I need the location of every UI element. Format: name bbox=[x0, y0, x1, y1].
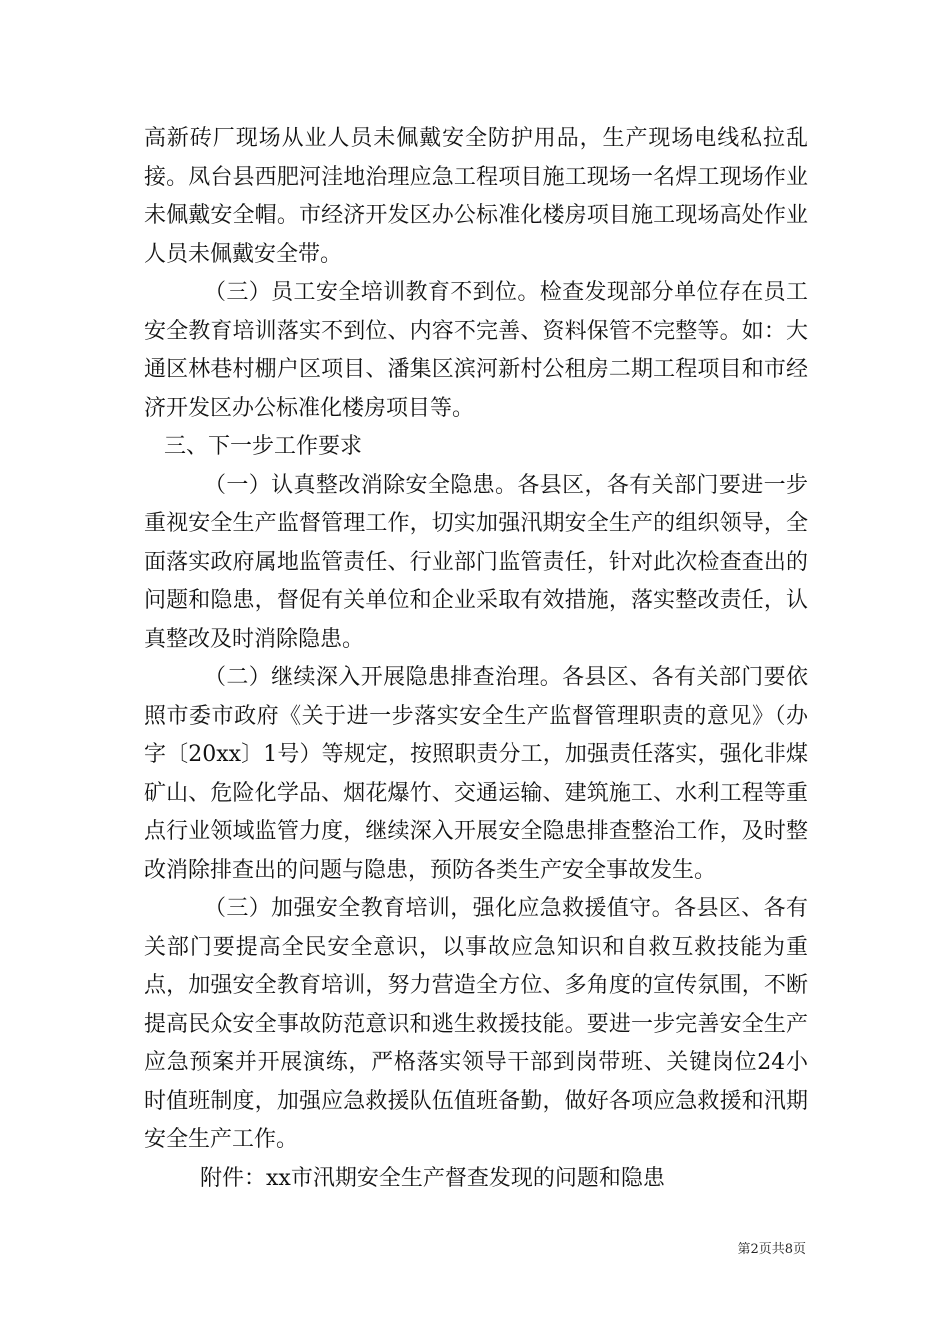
attachment-line: 附件：xx市汛期安全生产督查发现的问题和隐患 bbox=[200, 1165, 665, 1191]
page-number-footer: 第2页共8页 bbox=[737, 1242, 806, 1257]
body-paragraph-requirement-3: （三）加强安全教育培训，强化应急救援值守。各县区、各有关部门要提高全民安全意识，以事故应急知识和自救互救技能为重点，加强安全教育培训，努力营造全方位、多角度的宣传氛围，不断提高民众安全事故防范意识和逃生救援技能。要进一步完善安全生产应急预案并开展演练，严格落实领导干部到岗带班、关键岗位24小时值班制度，加强应急救援队伍值班备勤，做好各项应急救援和汛期安全生产工作。 bbox=[144, 896, 808, 1152]
body-paragraph-requirement-1: （一）认真整改消除安全隐患。各县区，各有关部门要进一步重视安全生产监督管理工作，切实加强汛期安全生产的组织领导，全面落实政府属地监管责任、行业部门监管责任，针对此次检查查出的问题和隐患，督促有关单位和企业采取有效措施，落实整改责任，认真整改及时消除隐患。 bbox=[144, 472, 808, 652]
section-heading-next-steps: 三、下一步工作要求 bbox=[164, 434, 363, 459]
document-page bbox=[144, 120, 808, 1198]
body-paragraph-requirement-2: （二）继续深入开展隐患排查治理。各县区、各有关部门要依照市委市政府《关于进一步落实安全生产监督管理职责的意见》（办字〔20xx〕1号）等规定，按照职责分工，加强责任落实，强化非煤矿山、危险化学品、烟花爆竹、交通运输、建筑施工、水利工程等重点行业领域监管力度，继续深入开展安全隐患排查整治工作，及时整改消除排查出的问题与隐患，预防各类生产安全事故发生。 bbox=[144, 665, 808, 883]
body-paragraph-continued: 高新砖厂现场从业人员未佩戴安全防护用品，生产现场电线私拉乱接。凤台县西肥河洼地治理应急工程项目施工现场一名焊工现场作业未佩戴安全帽。市经济开发区办公标准化楼房项目施工现场高处作业人员未佩戴安全带。 bbox=[144, 126, 808, 267]
body-paragraph-problem-3: （三）员工安全培训教育不到位。检查发现部分单位存在员工安全教育培训落实不到位、内容不完善、资料保管不完整等。如：大通区林巷村棚户区项目、潘集区滨河新村公租房二期工程项目和市经济开发区办公标准化楼房项目等。 bbox=[144, 280, 808, 421]
